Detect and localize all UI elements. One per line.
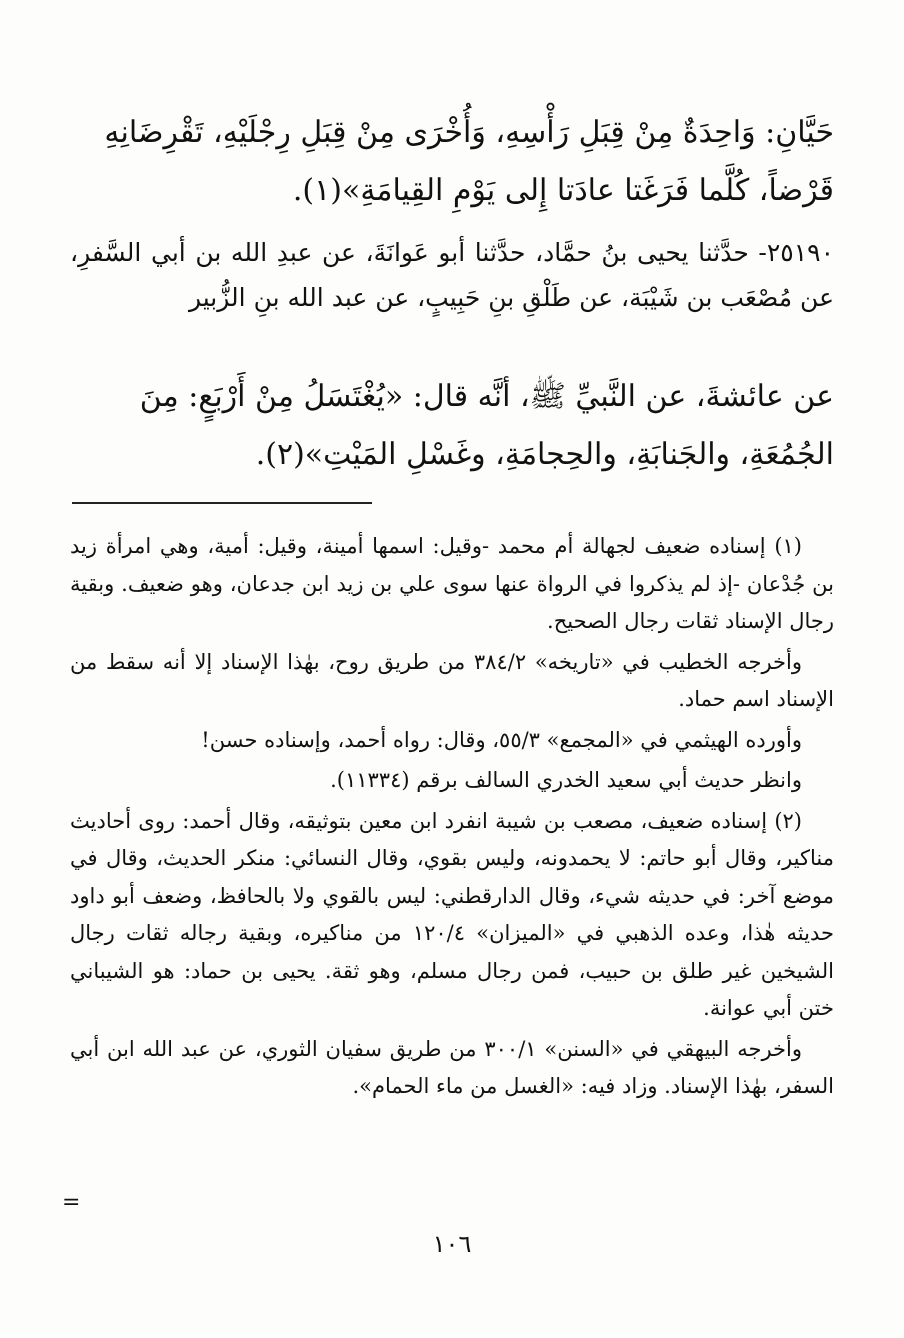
footnote-1-paragraph-2: وأخرجه الخطيب في «تاريخه» ٣٨٤/٢ من طريق روح، بهٰذا الإسناد إلا أنه سقط من الإسناد اسم حماد. <box>70 649 834 711</box>
footnotes <box>70 528 834 1109</box>
page-number: ١٠٦ <box>432 1230 472 1258</box>
hadith-line-1: حَيَّانِ: وَاحِدَةٌ مِنْ قِبَلِ رَأْسِهِ، وَأُخْرَى مِنْ قِبَلِ رِجْلَيْهِ، تَقْرِضَانِهِ <box>104 115 834 150</box>
footnote-separator <box>72 502 372 504</box>
continuation-mark: = <box>62 1190 81 1215</box>
hadith-text-continued <box>70 104 834 220</box>
hadith-25190-matn <box>70 368 834 484</box>
matn-line-1: عن عائشةَ، عن النَّبيِّ ﷺ، أنَّه قال: «يُغْتَسَلُ مِنْ أَرْبَعٍ: مِنَ <box>139 379 834 414</box>
hadith-line-2: قَرْضاً، كُلَّما فَرَغَتا عادَتا إِلى يَوْمِ القِيامَةِ»(١). <box>292 173 834 208</box>
footnote-2-paragraph-1: (٢) إسناده ضعيف، مصعب بن شيبة انفرد ابن معين بتوثيقه، وقال أحمد: روى أحاديث مناكير، وقال أبو حاتم: لا يحمدونه، وليس بقوي، وقال النسائي: منكر الحديث، وقال في موضع آخر: في حديثه شيء، وقال الدارقطني: ليس بالقوي ولا بالحافظ، وضعف أبو داود حديثه هٰذا، وعده الذهبي في «الميزان» ١٢٠/٤ من مناكيره، وبقية رجاله ثقات رجال الشيخين غير طلق بن حبيب، فمن رجال مسلم، وهو ثقة. يحيى بن حماد: هو الشيباني ختن أبي عوانة. <box>70 808 834 1020</box>
hadith-25190-isnad: ٢٥١٩٠- حدَّثنا يحيى بنُ حمَّاد، حدَّثنا أبو عَوانَةَ، عن عبدِ الله بن أبي السَّفرِ، عن مُصْعَب بن شَيْبَة، عن طَلْقِ بنِ حَبِيبٍ، عن عبد الله بنِ الزُّبير <box>70 238 834 312</box>
footnote-2-paragraph-2: وأخرجه البيهقي في «السنن» ٣٠٠/١ من طريق سفيان الثوري، عن عبد الله ابن أبي السفر، بهٰذا الإسناد. وزاد فيه: «الغسل من ماء الحمام». <box>70 1036 834 1098</box>
matn-line-2: الجُمُعَةِ، والجَنابَةِ، والحِجامَةِ، وغَسْلِ المَيْتِ»(٢). <box>255 437 834 472</box>
footnote-1-paragraph-3: وأورده الهيثمي في «المجمع» ٥٥/٣، وقال: رواه أحمد، وإسناده حسن! <box>201 727 802 752</box>
footnote-1-paragraph-1: (١) إسناده ضعيف لجهالة أم محمد -وقيل: اسمها أمينة، وقيل: أمية، وهي امرأة زيد بن جُدْعان -إذ لم يذكروا في الرواة عنها سوى علي بن زيد ابن جدعان، وهو ضعيف. وبقية رجال الإسناد ثقات رجال الصحيح. <box>70 534 834 633</box>
footnote-1-paragraph-4: وانظر حديث أبي سعيد الخدري السالف برقم (١١٣٣٤). <box>330 768 802 792</box>
